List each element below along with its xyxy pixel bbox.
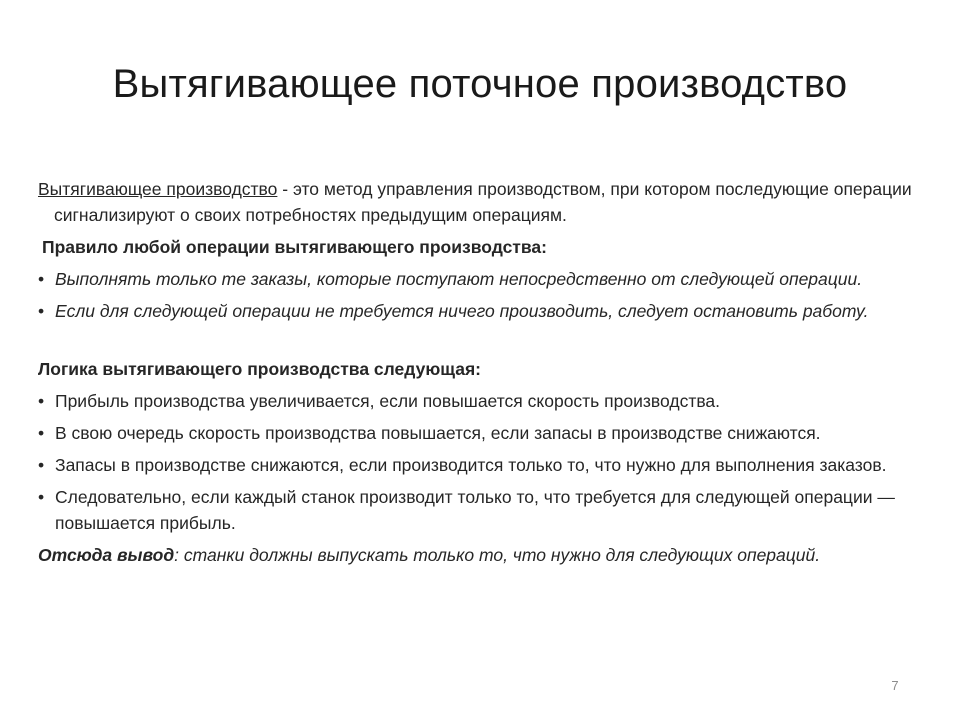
page-number: 7 <box>891 678 899 693</box>
bullet-dot-icon: • <box>38 423 45 443</box>
slide-title: Вытягивающее поточное производство <box>112 62 848 106</box>
definition-text: - это метод управления производством, при котором последующие операции сигнализируют о своих потребностях предыдущим операциям. <box>54 179 912 225</box>
logic-bullet-text: Следовательно, если каждый станок производит только то, что требуется для следующей операции — повышается прибыль. <box>55 487 895 533</box>
bullet-dot-icon: • <box>38 391 45 411</box>
rule-bullet-text: Если для следующей операции не требуется ничего производить, следует остановить работу. <box>55 301 869 321</box>
bullet-dot-icon: • <box>38 301 45 321</box>
logic-bullet-item <box>38 452 928 478</box>
rule-bullet-item <box>38 266 928 292</box>
conclusion-text: : станки должны выпускать только то, что нужно для следующих операций. <box>174 545 821 565</box>
logic-heading: Логика вытягивающего производства следующая: <box>38 359 482 379</box>
conclusion-label: Отсюда вывод <box>38 545 175 565</box>
rule-heading: Правило любой операции вытягивающего производства: <box>42 237 547 257</box>
bullet-dot-icon: • <box>38 455 45 475</box>
logic-bullet-text: В свою очередь скорость производства повышается, если запасы в производстве снижаются. <box>55 423 821 443</box>
rule-bullet-text: Выполнять только те заказы, которые поступают непосредственно от следующей операции. <box>55 269 863 289</box>
logic-bullet-item <box>38 388 928 414</box>
logic-bullet-text: Запасы в производстве снижаются, если производится только то, что нужно для выполнения заказов. <box>55 455 887 475</box>
definition-paragraph <box>38 176 928 228</box>
logic-bullet-item <box>38 484 928 536</box>
logic-bullet-text: Прибыль производства увеличивается, если повышается скорость производства. <box>55 391 721 411</box>
slide-body <box>38 176 928 568</box>
bullet-dot-icon: • <box>38 487 45 507</box>
definition-term: Вытягивающее производство <box>38 179 278 199</box>
conclusion-paragraph <box>38 542 928 568</box>
logic-bullet-item <box>38 420 928 446</box>
bullet-dot-icon: • <box>38 269 45 289</box>
rule-bullet-item <box>38 298 928 324</box>
spacer <box>38 330 928 356</box>
